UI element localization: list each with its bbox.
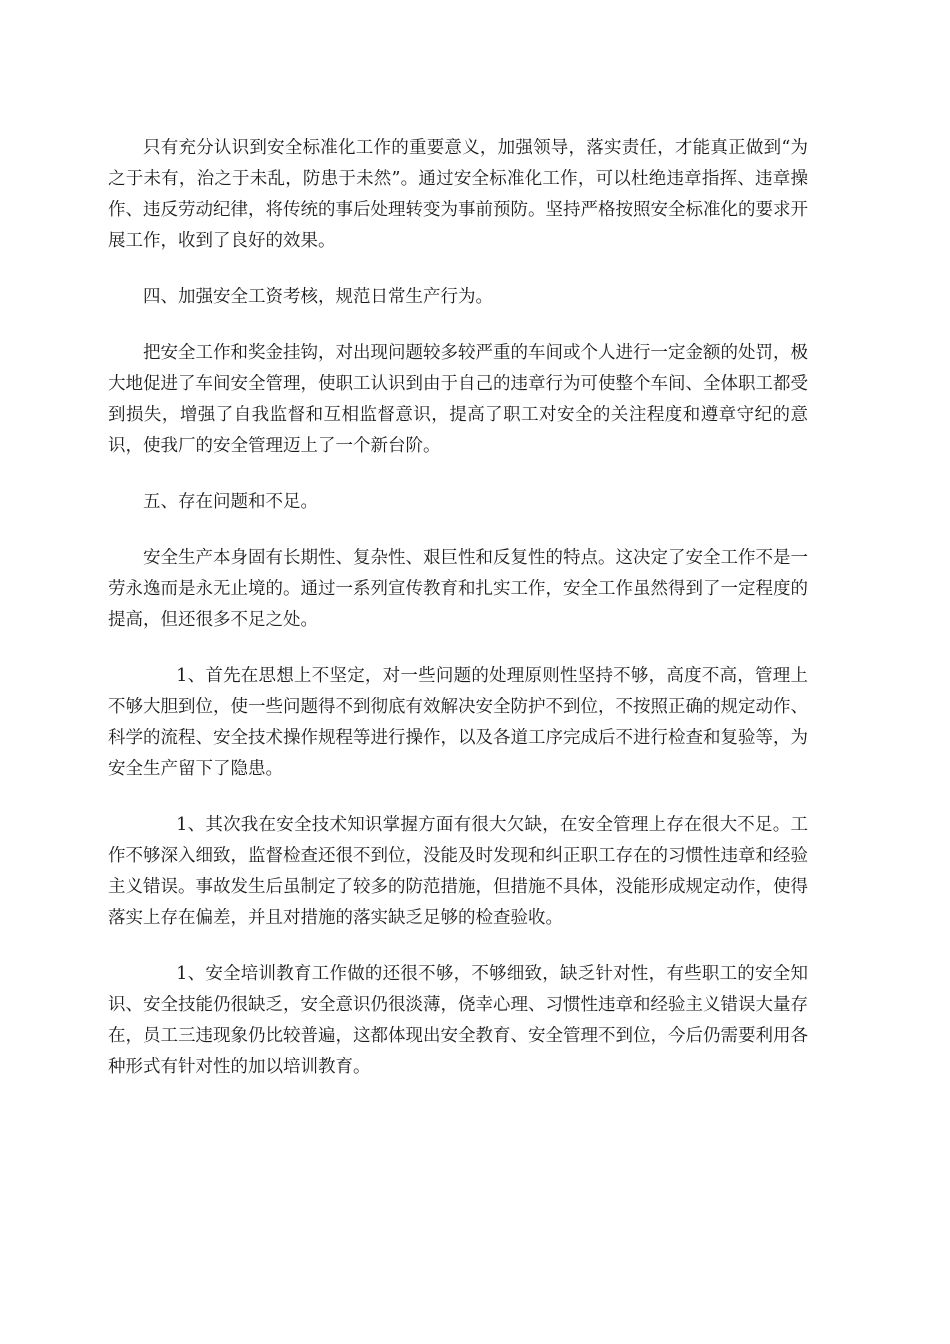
list-item-thinking: 1、首先在思想上不坚定，对一些问题的处理原则性坚持不够，高度不高，管理上不够大胆到位，使一些问题得不到彻底有效解决安全防护不到位，不按照正确的规定动作、科学的流程、安全技术操作规程等进行操作，以及各道工序完成后不进行检查和复验等，为安全生产留下了隐患。 xyxy=(108,666,808,779)
document-body xyxy=(108,133,808,1108)
paragraph-bonus-assessment: 把安全工作和奖金挂钩，对出现问题较多较严重的车间或个人进行一定金额的处罚，极大地促进了车间安全管理，使职工认识到由于自己的违章行为可使整个车间、全体职工都受到损失，增强了自我监督和互相监督意识，提高了职工对安全的关注程度和遵章守纪的意识，使我厂的安全管理迈上了一个新台阶。 xyxy=(108,343,808,456)
list-item-knowledge: 1、其次我在安全技术知识掌握方面有很大欠缺，在安全管理上存在很大不足。工作不够深入细致，监督检查还很不到位，没能及时发现和纠正职工存在的习惯性违章和经验主义错误。事故发生后虽制定了较多的防范措施，但措施不具体，没能形成规定动作，使得落实上存在偏差，并且对措施的落实缺乏足够的检查验收。 xyxy=(108,815,808,928)
list-item-training: 1、安全培训教育工作做的还很不够，不够细致，缺乏针对性，有些职工的安全知识、安全技能仍很缺乏，安全意识仍很淡薄，侥幸心理、习惯性违章和经验主义错误大量存在，员工三违现象仍比较普遍，这都体现出安全教育、安全管理不到位，今后仍需要利用各种形式有针对性的加以培训教育。 xyxy=(108,964,808,1077)
paragraph-standardization: 只有充分认识到安全标准化工作的重要意义，加强领导，落实责任，才能真正做到“为之于未有，治之于未乱，防患于未然”。通过安全标准化工作，可以杜绝违章指挥、违章操作、违反劳动纪律，将传统的事后处理转变为事前预防。坚持严格按照安全标准化的要求开展工作，收到了良好的效果。 xyxy=(108,138,808,251)
paragraph-safety-nature: 安全生产本身固有长期性、复杂性、艰巨性和反复性的特点。这决定了安全工作不是一劳永逸而是永无止境的。通过一系列宣传教育和扎实工作，安全工作虽然得到了一定程度的提高，但还很多不足之处。 xyxy=(108,548,808,630)
section-heading-four: 四、加强安全工资考核，规范日常生产行为。 xyxy=(143,287,493,307)
section-heading-five: 五、存在问题和不足。 xyxy=(143,492,318,512)
